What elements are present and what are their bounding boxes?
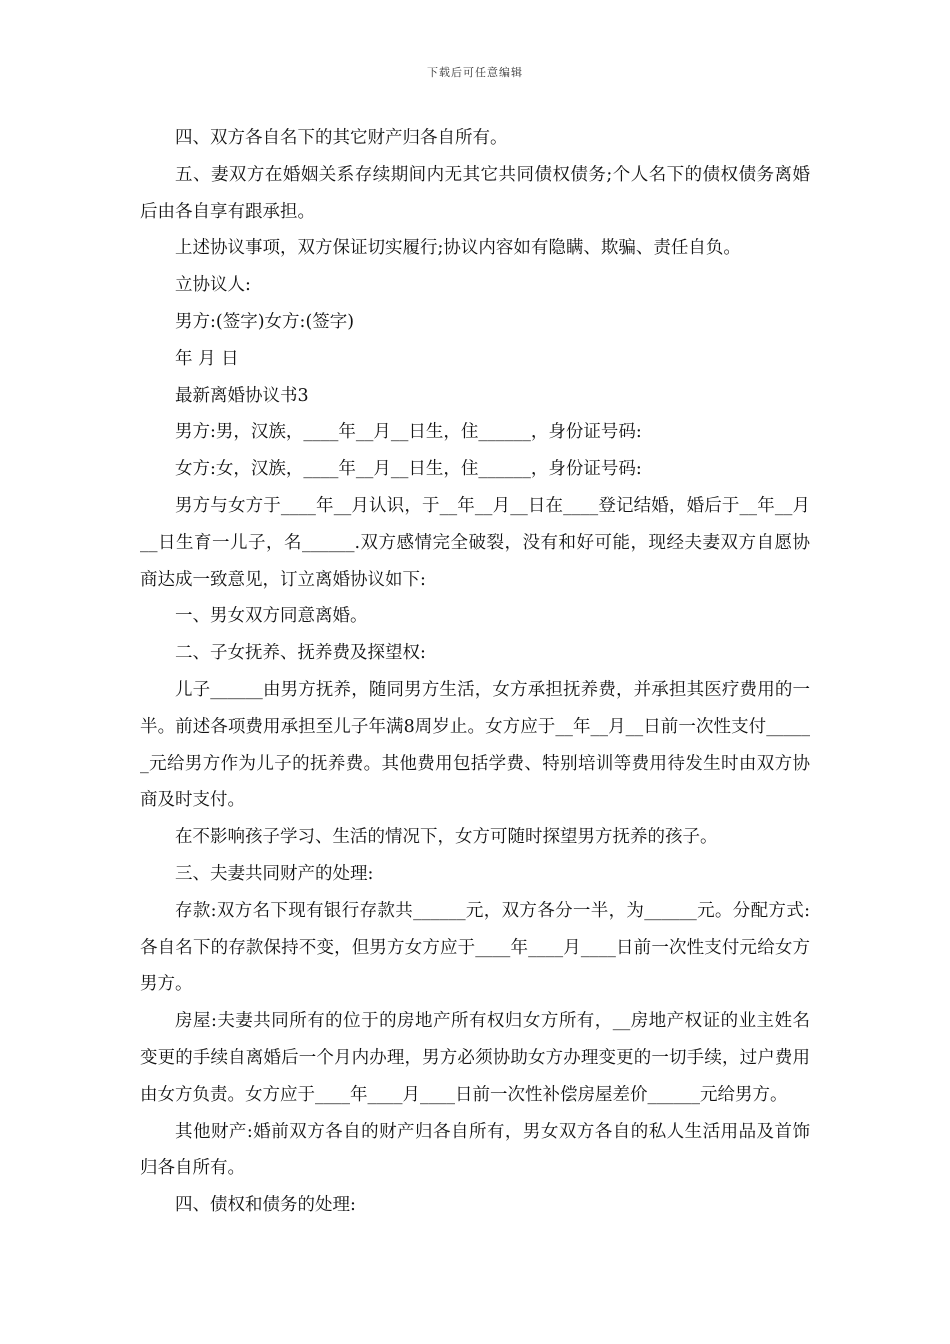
clause-3-deposits: 存款:双方名下现有银行存款共______元，双方各分一半，为______元。分配方式:各自名下的存款保持不变，但男方女方应于____年____月____日前一次性支付元给女方男方。 — [140, 900, 810, 995]
clause-2-title: 二、子女抚养、抚养费及探望权: — [175, 643, 426, 664]
paragraph-1: 四、双方各自名下的其它财产归各自所有。 — [175, 128, 508, 148]
paragraph-intro: 男方与女方于____年__月认识，于__年__月__日在____登记结婚，婚后于__年__月__日生育一儿子，名______.双方感情完全破裂，没有和好可能，现经夫妻双方自愿协商达成一致意见，订立离婚协议如下: — [140, 495, 810, 590]
section-title: 最新离婚协议书3 — [175, 385, 309, 406]
clause-2-visitation: 在不影响孩子学习、生活的情况下，女方可随时探望男方抚养的孩子。 — [175, 827, 718, 848]
female-party-line: 女方:女，汉族，____年__月__日生，住______，身份证号码: — [175, 459, 642, 480]
signatories-label: 立协议人: — [175, 275, 251, 296]
date-line: 年 月 日 — [175, 348, 239, 369]
clause-3-other: 其他财产:婚前双方各自的财产归各自所有，男女双方各自的私人生活用品及首饰归各自所有。 — [140, 1121, 810, 1179]
paragraph-2: 五、妻双方在婚姻关系存续期间内无其它共同债权债务;个人名下的债权债务离婚后由各自享有跟承担。 — [140, 164, 810, 222]
paragraph-3: 上述协议事项，双方保证切实履行;协议内容如有隐瞒、欺骗、责任自负。 — [175, 238, 741, 259]
clause-1: 一、男女双方同意离婚。 — [175, 606, 368, 627]
page-header: 下载后可任意编辑 — [427, 66, 523, 79]
document-body — [140, 120, 810, 1224]
clause-3-house: 房屋:夫妻共同所有的位于的房地产所有权归女方所有，__房地产权证的业主姓名变更的手续自离婚后一个月内办理，男方必须协助女方办理变更的一切手续，过户费用由女方负责。女方应于____年____月____日前一次性补偿房屋差价______元给男方。 — [140, 1011, 810, 1105]
signature-line: 男方:(签字)女方:(签字) — [175, 311, 355, 332]
male-party-line: 男方:男，汉族，____年__月__日生，住______，身份证号码: — [175, 422, 642, 443]
clause-3-title: 三、夫妻共同财产的处理: — [175, 863, 374, 884]
clause-2-body: 儿子______由男方抚养，随同男方生活，女方承担抚养费，并承担其医疗费用的一半。前述各项费用承担至儿子年满8周岁止。女方应于__年__月__日前一次性支付______元给男方作为儿子的抚养费。其他费用包括学费、特别培训等费用待发生时由双方协商及时支付。 — [140, 679, 810, 811]
clause-4-title: 四、债权和债务的处理: — [175, 1195, 356, 1216]
